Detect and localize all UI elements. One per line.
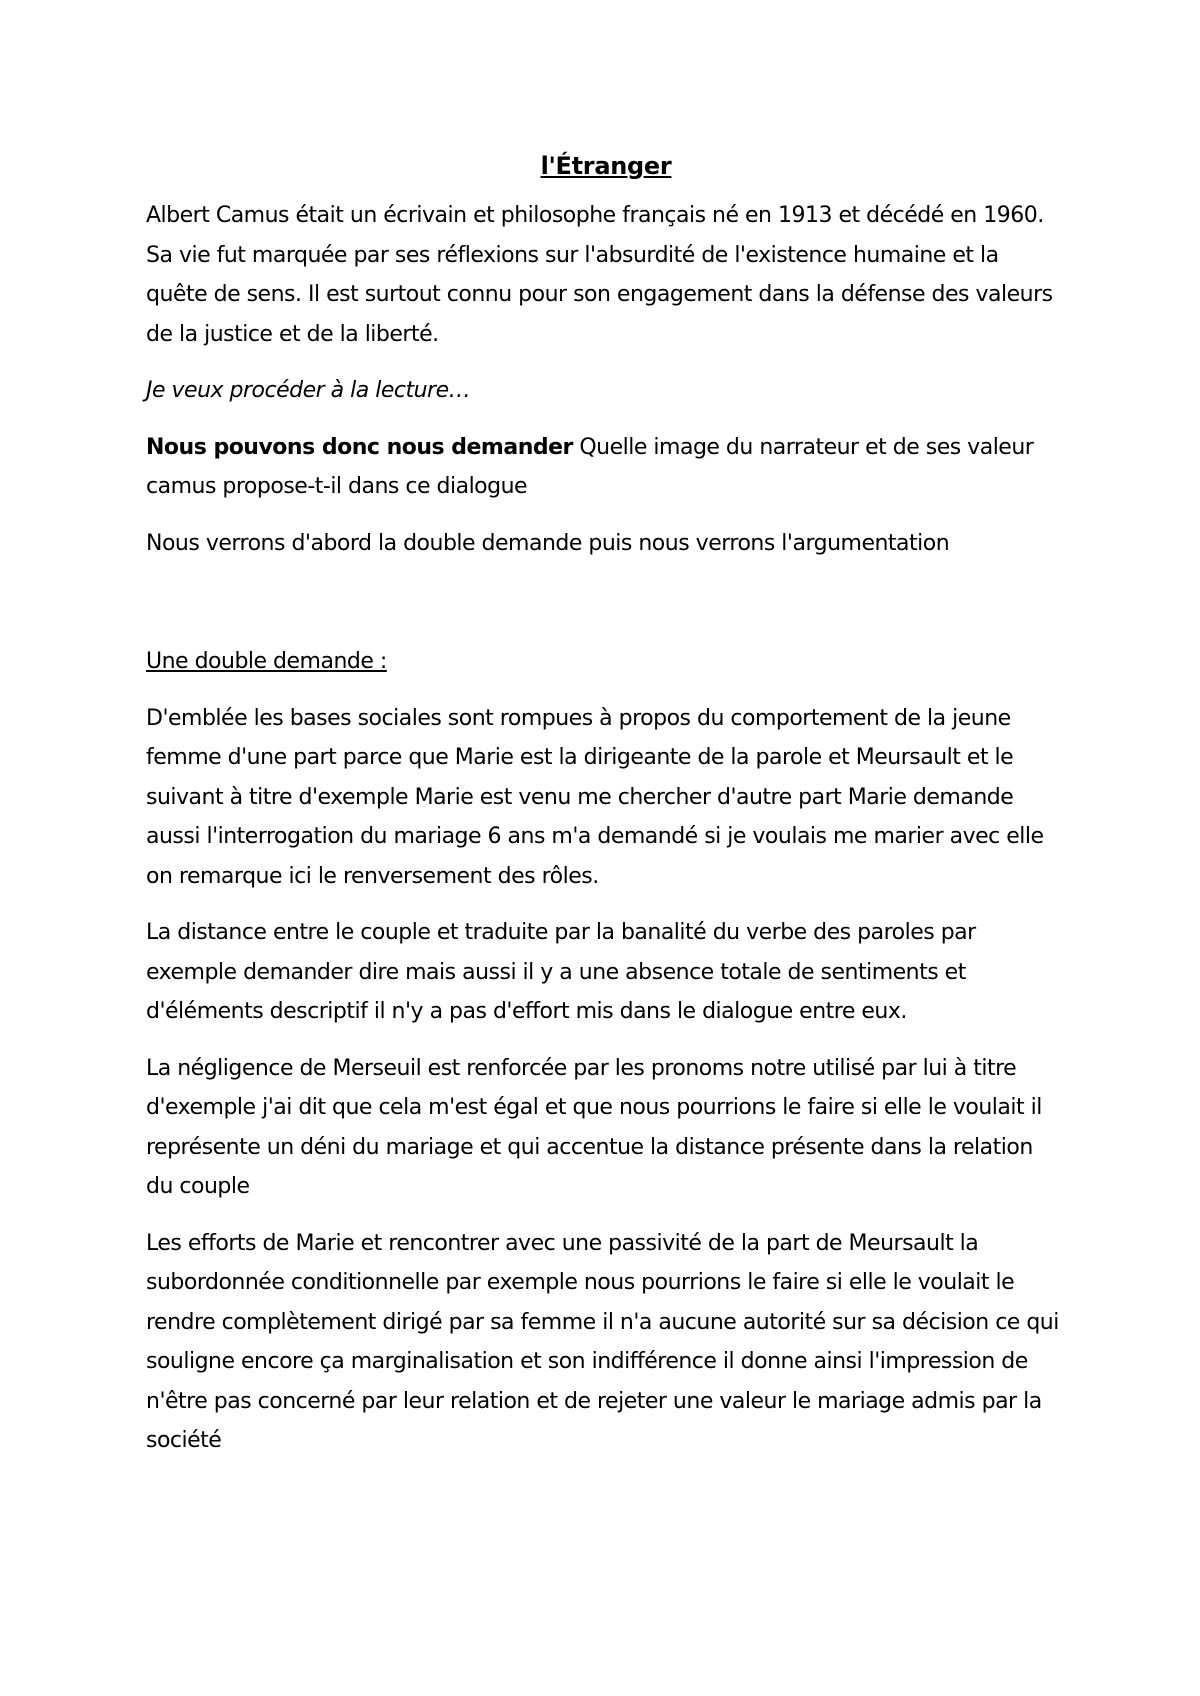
document-title: l'Étranger [540,152,672,180]
body-paragraph: Les efforts de Marie et rencontrer avec une passivité de la part de Meursault la subordonnée conditionnelle par exemple nous pourrions le faire si elle le voulait le rendre complètement dirigé par sa femme il n'a aucune autorité sur sa décision ce qui souligne encore ça marginalisation et son indifférence il donne ainsi l'impression de n'être pas concerné par leur relation et de rejeter une valeur le mariage admis par la société [146,1230,1059,1453]
document-body [146,146,1066,1478]
intro-paragraph: Albert Camus était un écrivain et philosophe français né en 1913 et décédé en 1960. Sa vie fut marquée par ses réflexions sur l'absurdité de l'existence humaine et la quête de sens. Il est surtout connu pour son engagement dans la défense des valeurs de la justice et de la liberté. [146,203,1053,347]
problematic-lead: Nous pouvons donc nous demander [146,434,573,460]
problematic-question: Quelle image du narrateur et de ses valeur camus propose-t-il dans ce dialogue [146,434,1034,499]
body-paragraph: D'emblée les bases sociales sont rompues à propos du comportement de la jeune femme d'une part parce que Marie est la dirigeante de la parole et Meursault et le suivant à titre d'exemple Marie est venu me chercher d'autre part Marie demande aussi l'interrogation du mariage 6 ans m'a demandé si je voulais me marier avec elle on remarque ici le renversement des rôles. [146,705,1044,889]
problematic-paragraph [146,428,1066,507]
blank-line [146,580,1066,642]
section-heading: Une double demande : [146,649,387,674]
reading-line: Je veux procéder à la lecture… [146,378,471,403]
body-paragraph: La distance entre le couple et traduite par la banalité du verbe des paroles par exemple demander dire mais aussi il y a une absence totale de sentiments et d'éléments descriptif il n'y a pas d'effort mis dans le dialogue entre eux. [146,920,976,1024]
body-paragraph: La négligence de Merseuil est renforcée par les pronoms notre utilisé par lui à titre d'exemple j'ai dit que cela m'est égal et que nous pourrions le faire si elle le voulait il représente un déni du mariage et qui accentue la distance présente dans la relation du couple [146,1055,1042,1199]
plan-paragraph: Nous verrons d'abord la double demande puis nous verrons l'argumentation [146,530,950,556]
